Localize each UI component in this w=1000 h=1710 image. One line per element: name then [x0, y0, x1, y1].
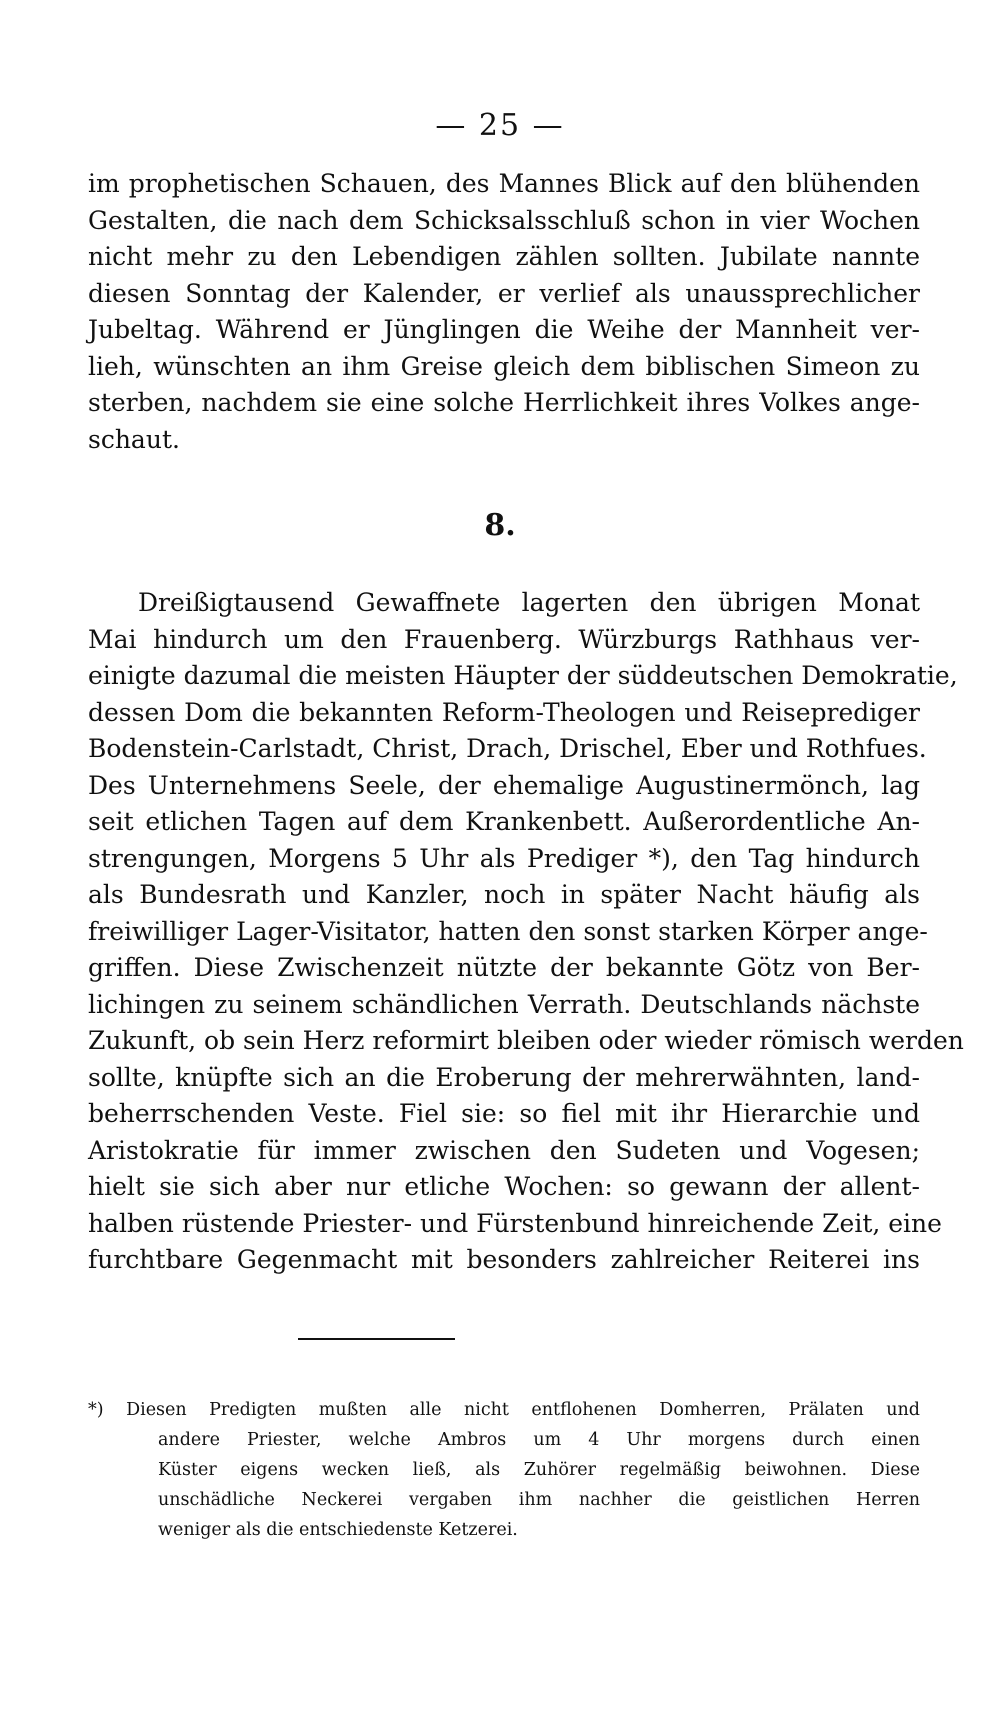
- text-line: diesen Sonntag der Kalender, er verlief als unaussprechlicher: [88, 278, 920, 308]
- page-number: — 25 —: [435, 108, 565, 143]
- text-line: seit etlichen Tagen auf dem Krankenbett. Außerordentliche An-: [88, 807, 920, 836]
- text-line: Des Unternehmens Seele, der ehemalige Augustinermönch, lag: [88, 770, 920, 800]
- paragraph-1: [88, 166, 920, 458]
- text-line: Bodenstein-Carlstadt, Christ, Drach, Drischel, Eber und Rothfues.: [88, 734, 927, 763]
- footnote-line: andere Priester, welche Ambros um 4 Uhr morgens durch einen: [158, 1430, 920, 1450]
- text-line: einigte dazumal die meisten Häupter der süddeutschen Demokratie,: [88, 661, 958, 690]
- text-line: Mai hindurch um den Frauenberg. Würzburgs Rathhaus ver-: [88, 624, 920, 654]
- text-line: griffen. Diese Zwischenzeit nützte der bekannte Götz von Ber-: [88, 953, 920, 982]
- footnote-line: unschädliche Neckerei vergaben ihm nachher die geistlichen Herren: [158, 1490, 920, 1510]
- text-line: lichingen zu seinem schändlichen Verrath. Deutschlands nächste: [88, 989, 920, 1019]
- section-number: 8.: [484, 508, 516, 543]
- text-line: Gestalten, die nach dem Schicksalsschluß schon in vier Wochen: [88, 205, 920, 235]
- text-line: beherrschenden Veste. Fiel sie: so fiel mit ihr Hierarchie und: [88, 1099, 920, 1128]
- paragraph-2: [88, 585, 964, 1279]
- text-line: freiwilliger Lager-Visitator, hatten den sonst starken Körper ange-: [88, 916, 928, 946]
- footnote-line: weniger als die entschiedenste Ketzerei.: [158, 1520, 518, 1540]
- footnote-divider: [298, 1338, 455, 1340]
- text-line: nicht mehr zu den Lebendigen zählen sollten. Jubilate nannte: [88, 242, 920, 271]
- text-line: furchtbare Gegenmacht mit besonders zahlreicher Reiterei ins: [88, 1245, 920, 1274]
- text-line: halben rüstende Priester- und Fürstenbund hinreichende Zeit, eine: [88, 1208, 942, 1238]
- text-line: Zukunft, ob sein Herz reformirt bleiben oder wieder römisch werden: [88, 1026, 964, 1055]
- text-line: hielt sie sich aber nur etliche Wochen: so gewann der allent-: [88, 1172, 920, 1201]
- footnote: [88, 1395, 920, 1545]
- text-line: im prophetischen Schauen, des Mannes Blick auf den blühenden: [88, 169, 920, 198]
- text-line: sterben, nachdem sie eine solche Herrlichkeit ihres Volkes ange-: [88, 388, 920, 417]
- footnote-line: Küster eigens wecken ließ, als Zuhörer regelmäßig beiwohnen. Diese: [158, 1460, 920, 1480]
- footnote-line: *) Diesen Predigten mußten alle nicht entflohenen Domherren, Prälaten und: [88, 1400, 920, 1420]
- text-line: sollte, knüpfte sich an die Eroberung der mehrerwähnten, land-: [88, 1062, 920, 1092]
- text-line: Jubeltag. Während er Jünglingen die Weihe der Mannheit ver-: [88, 315, 920, 344]
- text-line: dessen Dom die bekannten Reform-Theologen und Reiseprediger: [88, 697, 920, 727]
- text-line: als Bundesrath und Kanzler, noch in später Nacht häufig als: [88, 880, 920, 909]
- text-line: Dreißigtausend Gewaffnete lagerten den übrigen Monat: [138, 588, 920, 617]
- text-line: lieh, wünschten an ihm Greise gleich dem biblischen Simeon zu: [88, 351, 920, 381]
- text-line: schaut.: [88, 424, 180, 454]
- text-line: strengungen, Morgens 5 Uhr als Prediger *), den Tag hindurch: [88, 843, 920, 873]
- text-line: Aristokratie für immer zwischen den Sudeten und Vogesen;: [88, 1135, 920, 1165]
